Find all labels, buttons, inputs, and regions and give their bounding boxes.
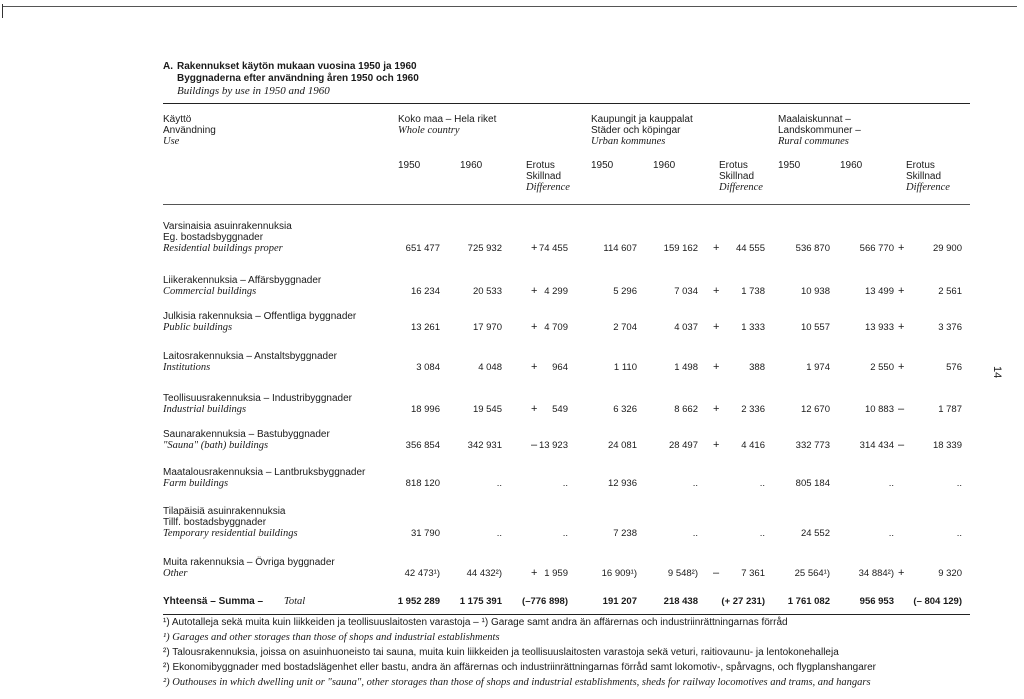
use-column-header: Käyttö Användning Use bbox=[163, 114, 216, 147]
difference-sign: + bbox=[898, 242, 905, 254]
footnote-line: ²) Talousrakennuksia, joissa on asuinhuoneisto tai sauna, muita kuin liikkeiden ja teollisuuslaitosten varastoja sekä veturi, raitiovaunu- ja lentokonehalleja bbox=[163, 647, 839, 658]
table-cell: 6 326 bbox=[613, 404, 637, 415]
table-cell: .. bbox=[496, 478, 502, 489]
table-cell: 13 923 bbox=[538, 440, 568, 451]
difference-sign: + bbox=[531, 321, 538, 333]
table-cell: 18 339 bbox=[932, 440, 962, 451]
table-cell: 1 959 bbox=[544, 568, 568, 579]
footnote-line: ²) Ekonomibyggnader med bostadslägenhet eller bastu, andra än affärernas och industriinrättningarnas förråd samt lokomotiv-, spårvagns, och flygplanshangarer bbox=[163, 662, 876, 673]
footnote-line: ²) Outhouses in which dwelling unit or "sauna", other storages than those of shops and industrial establishments, sheds for railway locomotives and trams, and hangars bbox=[163, 677, 871, 688]
table-cell: 9 548²) bbox=[667, 568, 698, 579]
table-cell: 44 555 bbox=[735, 243, 765, 254]
table-cell: 388 bbox=[749, 362, 765, 373]
table-cell: 7 238 bbox=[613, 528, 637, 539]
table-cell: 3 084 bbox=[416, 362, 440, 373]
difference-sign: – bbox=[898, 403, 905, 415]
difference-sign: – bbox=[531, 439, 538, 451]
table-cell: 13 499 bbox=[864, 286, 894, 297]
footnote-line: ¹) Garages and other storages than those of shops and industrial establishments bbox=[163, 632, 500, 643]
row-label: Laitosrakennuksia – Anstaltsbyggnader bbox=[163, 351, 338, 362]
row-label-english: Temporary residential buildings bbox=[163, 528, 298, 539]
table-cell: 16 909¹) bbox=[601, 568, 637, 579]
total-cell: 1 761 082 bbox=[787, 596, 830, 607]
difference-sign: + bbox=[531, 403, 538, 415]
table-cell: .. bbox=[562, 528, 568, 539]
table-cell: .. bbox=[496, 528, 502, 539]
table-cell: .. bbox=[956, 528, 962, 539]
difference-sign: + bbox=[713, 242, 720, 254]
table-cell: 13 261 bbox=[410, 322, 440, 333]
table-cell: 159 162 bbox=[663, 243, 698, 254]
table-rule-bottom bbox=[163, 614, 970, 615]
difference-sign: + bbox=[531, 361, 538, 373]
table-cell: 7 361 bbox=[741, 568, 765, 579]
row-label: Liikerakennuksia – Affärsbyggnader bbox=[163, 275, 322, 286]
difference-sign: + bbox=[531, 285, 538, 297]
total-cell: 1 952 289 bbox=[397, 596, 440, 607]
row-label-english: Public buildings bbox=[163, 322, 233, 333]
table-cell: 13 933 bbox=[864, 322, 894, 333]
total-label: Yhteensä – Summa – bbox=[163, 596, 264, 607]
subheader-difference-1: Erotus Skillnad Difference bbox=[719, 160, 763, 193]
table-cell: 24 081 bbox=[607, 440, 637, 451]
header-rule-top bbox=[163, 103, 970, 104]
table-cell: 342 931 bbox=[467, 440, 502, 451]
table-cell: 12 670 bbox=[800, 404, 830, 415]
table-cell: 10 883 bbox=[864, 404, 894, 415]
row-label-english: Institutions bbox=[163, 362, 211, 373]
table-cell: 536 870 bbox=[795, 243, 830, 254]
table-cell: 28 497 bbox=[668, 440, 698, 451]
table-cell: 4 037 bbox=[674, 322, 698, 333]
difference-sign: + bbox=[713, 285, 720, 297]
total-cell: 956 953 bbox=[859, 596, 894, 607]
header-rule-bottom bbox=[163, 204, 970, 205]
table-cell: .. bbox=[692, 528, 698, 539]
table-cell: 651 477 bbox=[405, 243, 440, 254]
total-cell: 218 438 bbox=[663, 596, 698, 607]
table-cell: 3 376 bbox=[938, 322, 962, 333]
table-cell: 18 996 bbox=[410, 404, 440, 415]
difference-sign: + bbox=[713, 361, 720, 373]
row-label: Maatalousrakennuksia – Lantbruksbyggnader bbox=[163, 467, 366, 478]
total-cell: 1 175 391 bbox=[459, 596, 502, 607]
subheader-1950-0: 1950 bbox=[398, 160, 421, 171]
table-cell: 12 936 bbox=[607, 478, 637, 489]
total-label-english: Total bbox=[284, 596, 306, 607]
table-cell: 2 336 bbox=[741, 404, 765, 415]
table-cell: .. bbox=[692, 478, 698, 489]
subheader-1960-2: 1960 bbox=[840, 160, 863, 171]
row-label: Saunarakennuksia – Bastubyggnader bbox=[163, 429, 330, 440]
row-label-english: Other bbox=[163, 568, 188, 579]
table-cell: 566 770 bbox=[859, 243, 894, 254]
row-label-english: Commercial buildings bbox=[163, 286, 257, 297]
total-cell: (– 804 129) bbox=[913, 596, 962, 607]
table-cell: 8 662 bbox=[674, 404, 698, 415]
difference-sign: + bbox=[713, 439, 720, 451]
table-cell: 332 773 bbox=[795, 440, 830, 451]
table-cell: 4 299 bbox=[544, 286, 568, 297]
table-cell: 1 738 bbox=[741, 286, 765, 297]
total-cell: (–776 898) bbox=[522, 596, 568, 607]
table-cell: 1 110 bbox=[613, 362, 637, 373]
table-cell: 17 970 bbox=[472, 322, 502, 333]
group-header-urban: Kaupungit ja kauppalat Städer och köpingar Urban kommunes bbox=[591, 114, 693, 147]
table-cell: 10 938 bbox=[800, 286, 830, 297]
difference-sign: + bbox=[898, 361, 905, 373]
difference-sign: – bbox=[898, 439, 905, 451]
row-label: Teollisuusrakennuksia – Industribyggnader bbox=[163, 393, 353, 404]
table-cell: .. bbox=[888, 478, 894, 489]
table-cell: 576 bbox=[946, 362, 962, 373]
difference-sign: + bbox=[898, 567, 905, 579]
table-cell: 16 234 bbox=[410, 286, 440, 297]
table-cell: 114 607 bbox=[603, 243, 637, 254]
subheader-1960-0: 1960 bbox=[460, 160, 483, 171]
table-cell: 818 120 bbox=[405, 478, 440, 489]
group-header-rural: Maalaiskunnat – Landskommuner – Rural communes bbox=[778, 114, 861, 147]
row-label: Tillf. bostadsbyggnader bbox=[163, 517, 267, 528]
table-cell: 2 550 bbox=[870, 362, 894, 373]
subheader-difference-0: Erotus Skillnad Difference bbox=[526, 160, 570, 193]
subheader-difference-2: Erotus Skillnad Difference bbox=[906, 160, 950, 193]
table-cell: .. bbox=[888, 528, 894, 539]
table-cell: .. bbox=[956, 478, 962, 489]
table-cell: 4 709 bbox=[544, 322, 568, 333]
table-cell: 31 790 bbox=[410, 528, 440, 539]
row-label-english: Industrial buildings bbox=[163, 404, 247, 415]
row-label: Tilapäisiä asuinrakennuksia bbox=[163, 506, 286, 517]
table-heading bbox=[163, 61, 419, 97]
row-label-english: Residential buildings proper bbox=[163, 243, 283, 254]
page-number: 14 bbox=[991, 366, 1003, 379]
difference-sign: + bbox=[531, 242, 538, 254]
table-cell: 1 498 bbox=[674, 362, 698, 373]
footnote-line: ¹) Autotalleja sekä muita kuin liikkeiden ja teollisuuslaitosten varastoja – ¹) Garage samt andra än affärernas och industriinrättningarnas förråd bbox=[163, 617, 788, 628]
difference-sign: – bbox=[713, 567, 720, 579]
table-cell: 10 557 bbox=[800, 322, 830, 333]
row-label: Eg. bostadsbyggnader bbox=[163, 232, 264, 243]
difference-sign: + bbox=[713, 321, 720, 333]
total-cell: 191 207 bbox=[602, 596, 637, 607]
table-cell: 2 561 bbox=[938, 286, 962, 297]
table-cell: 4 416 bbox=[741, 440, 765, 451]
row-label-english: Farm buildings bbox=[163, 478, 229, 489]
heading-swedish: Byggnaderna efter användning åren 1950 och 1960 bbox=[177, 73, 419, 84]
table-cell: 314 434 bbox=[859, 440, 894, 451]
subheader-1950-1: 1950 bbox=[591, 160, 614, 171]
row-label-english: "Sauna" (bath) buildings bbox=[163, 440, 269, 451]
table-cell: 1 974 bbox=[806, 362, 830, 373]
difference-sign: + bbox=[898, 321, 905, 333]
total-cell: (+ 27 231) bbox=[721, 596, 765, 607]
heading-finnish: Rakennukset käytön mukaan vuosina 1950 ja 1960 bbox=[177, 61, 417, 72]
table-cell: 42 473¹) bbox=[404, 568, 440, 579]
top-corner-mark bbox=[2, 4, 3, 18]
table-cell: 34 884²) bbox=[858, 568, 894, 579]
table-cell: 4 048 bbox=[478, 362, 502, 373]
table-cell: 29 900 bbox=[932, 243, 962, 254]
table-cell: 24 552 bbox=[800, 528, 830, 539]
table-cell: .. bbox=[562, 478, 568, 489]
row-label: Varsinaisia asuinrakennuksia bbox=[163, 221, 292, 232]
table-cell: 74 455 bbox=[538, 243, 568, 254]
difference-sign: + bbox=[713, 403, 720, 415]
heading-english: Buildings by use in 1950 and 1960 bbox=[177, 85, 330, 97]
table-cell: 9 320 bbox=[938, 568, 962, 579]
group-header-whole-country: Koko maa – Hela riket Whole country bbox=[398, 114, 497, 136]
table-cell: 20 533 bbox=[472, 286, 502, 297]
table-cell: .. bbox=[759, 478, 765, 489]
row-label: Muita rakennuksia – Övriga byggnader bbox=[163, 557, 335, 568]
subheader-1960-1: 1960 bbox=[653, 160, 676, 171]
subheader-1950-2: 1950 bbox=[778, 160, 801, 171]
table-cell: 725 932 bbox=[467, 243, 502, 254]
row-label: Julkisia rakennuksia – Offentliga byggnader bbox=[163, 311, 357, 322]
table-cell: 1 787 bbox=[938, 404, 962, 415]
table-cell: 549 bbox=[552, 404, 568, 415]
table-cell: 25 564¹) bbox=[794, 568, 830, 579]
table-cell: 7 034 bbox=[674, 286, 698, 297]
table-cell: 44 432²) bbox=[466, 568, 502, 579]
table-cell: 1 333 bbox=[741, 322, 765, 333]
difference-sign: + bbox=[898, 285, 905, 297]
table-cell: .. bbox=[759, 528, 765, 539]
table-cell: 805 184 bbox=[795, 478, 830, 489]
table-cell: 2 704 bbox=[613, 322, 637, 333]
table-cell: 5 296 bbox=[613, 286, 637, 297]
table-cell: 19 545 bbox=[472, 404, 502, 415]
table-cell: 356 854 bbox=[405, 440, 440, 451]
top-border-line bbox=[2, 6, 1017, 7]
section-letter: A. bbox=[163, 61, 173, 72]
table-cell: 964 bbox=[552, 362, 568, 373]
difference-sign: + bbox=[531, 567, 538, 579]
